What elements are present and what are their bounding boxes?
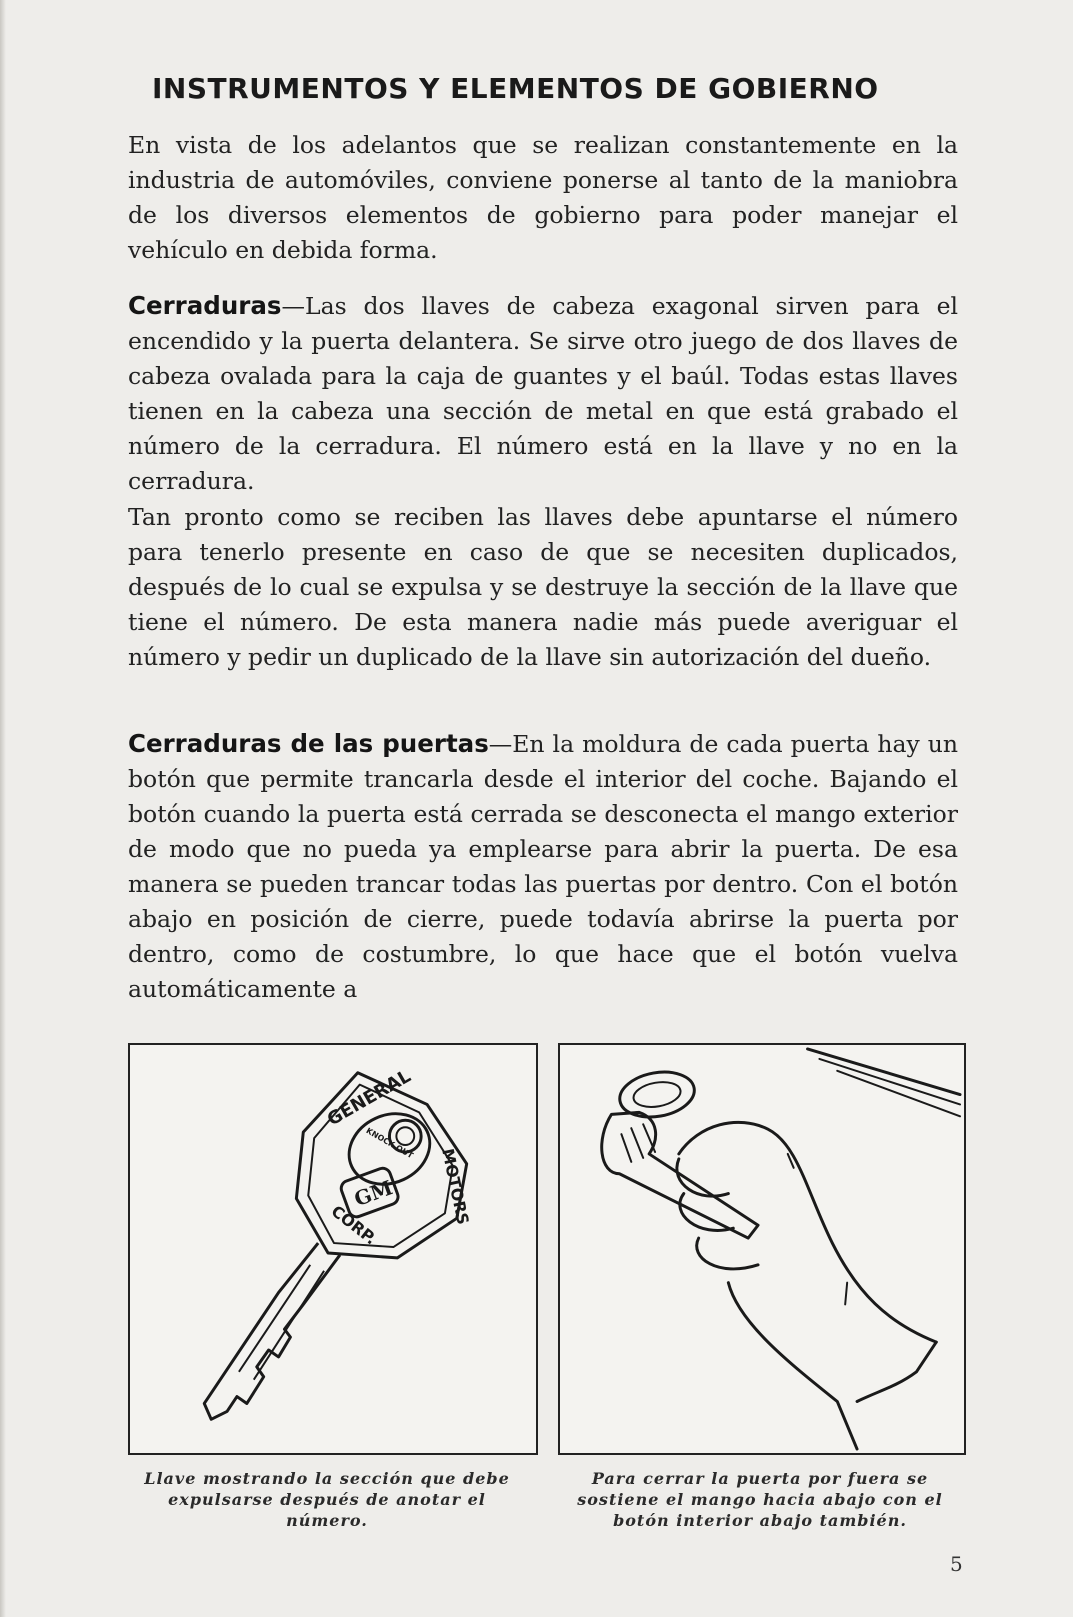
hand-door-handle-illustration-icon	[560, 1045, 964, 1453]
handle-figure	[558, 1043, 966, 1455]
door-locks-heading: Cerraduras de las puertas	[128, 729, 489, 758]
locks-text: —Las dos llaves de cabeza exagonal sirven para el encendido y la puerta delantera. Se sirve otro juego de dos llaves de cabeza ovalada para la caja de guantes y el baúl. Todas estas llaves tienen en la cabeza una sección de metal en que está grabado el número de la cerradura. El número está en la llave y no en la cerradura.	[128, 292, 958, 495]
locks-heading: Cerraduras	[128, 291, 282, 320]
key-knockout-label: KNOCK OUT	[364, 1126, 415, 1161]
handle-caption: Para cerrar la puerta por fuera se sostiene el mango hacia abajo con el botón interior abajo también.	[577, 1469, 943, 1530]
key-figure	[128, 1043, 538, 1455]
page-title: INSTRUMENTOS Y ELEMENTOS DE GOBIERNO	[152, 72, 879, 105]
locks-paragraph-2: Tan pronto como se reciben las llaves debe apuntarse el número para tenerlo presente en caso de que se necesiten duplicados, después de lo cual se expulsa y se destruye la sección de la llave que tiene el número. De esta manera nadie más puede averiguar el número y pedir un duplicado de la llave sin autorización del dueño.	[128, 503, 958, 671]
intro-paragraph: En vista de los adelantos que se realizan constantemente en la industria de automóviles, conviene ponerse al tanto de la maniobra de los diversos elementos de gobierno para poder manejar el vehículo en debida forma.	[128, 131, 958, 264]
key-caption: Llave mostrando la sección que debe expulsarse después de anotar el número.	[144, 1469, 510, 1530]
door-locks-text: —En la moldura de cada puerta hay un botón que permite trancarla desde el interior del coche. Bajando el botón cuando la puerta está cerrada se desconecta el mango exterior de modo que no pueda ya emplearse para abrir la puerta. De esa manera se pueden trancar todas las puertas por dentro. Con el botón abajo en posición de cierre, puede todavía abrirse la puerta por dentro, como de costumbre, lo que hace que el botón vuelva automáticamente a	[128, 730, 958, 1003]
key-engraving-top: GENERAL	[323, 1065, 415, 1131]
door-locks-paragraph	[128, 726, 958, 1007]
gm-logo: GM	[350, 1175, 396, 1212]
page-edge-shadow	[0, 0, 6, 1617]
key-engraving-bottom: CORP.	[327, 1201, 381, 1249]
key-engraving-right: MOTORS	[438, 1146, 473, 1227]
locks-paragraph	[128, 288, 958, 499]
key-illustration-icon	[130, 1045, 536, 1453]
page-number: 5	[950, 1552, 963, 1576]
